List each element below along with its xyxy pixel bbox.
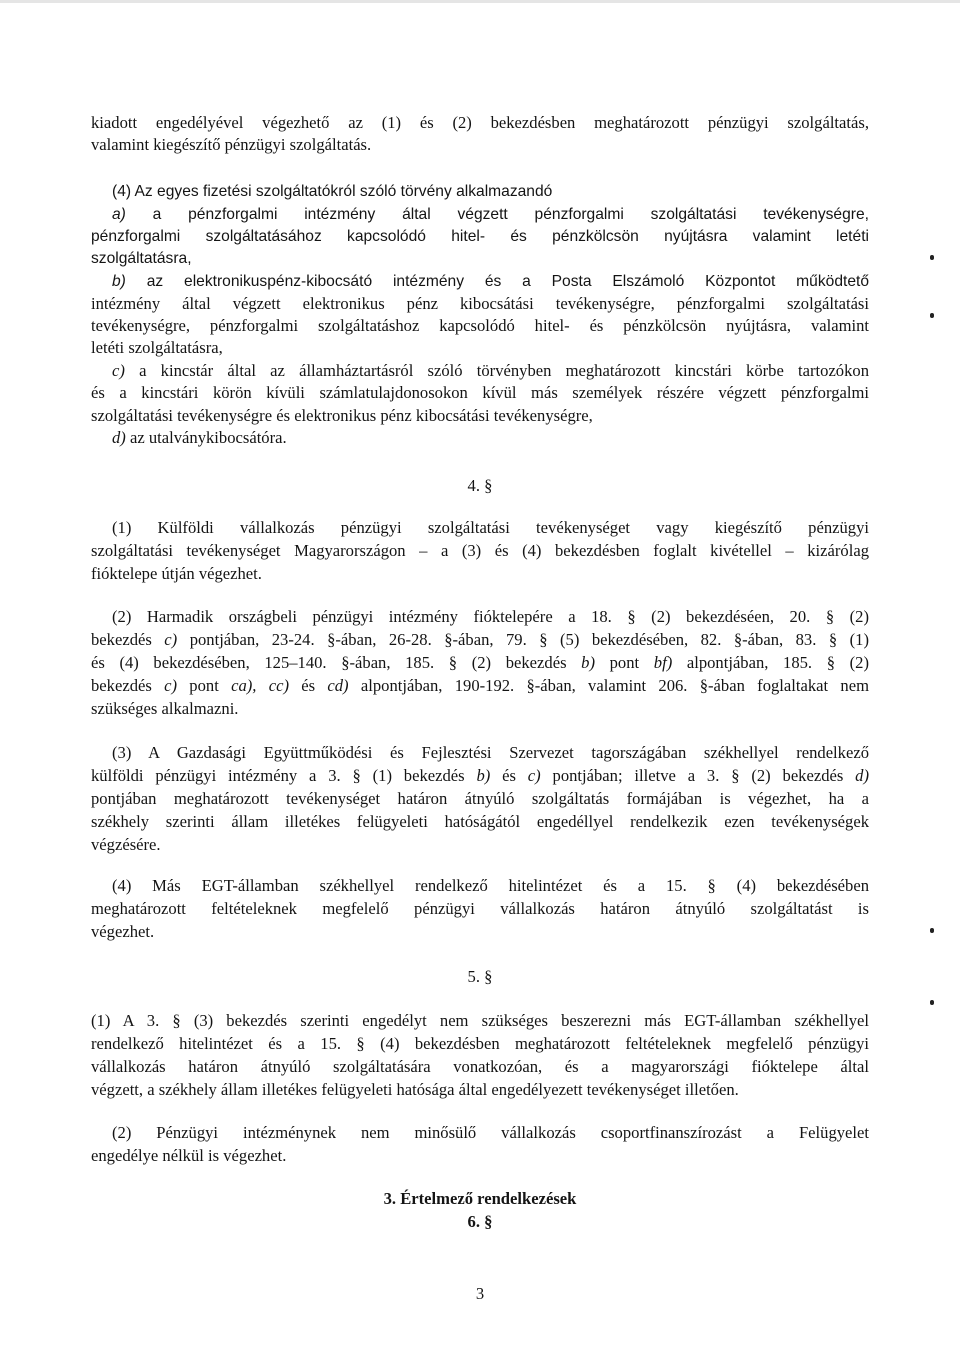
section-heading: 5. §: [467, 967, 493, 986]
text-segment: pont: [177, 676, 232, 695]
page-number: 3: [475, 1284, 485, 1303]
scan-speck: [930, 1000, 934, 1005]
list-item-d: [112, 427, 287, 449]
text-line: (4) Más EGT-államban székhellyel rendelkező hitelintézet és a 15. § (4) bekezdésében: [112, 876, 869, 895]
italic-ref: bf): [653, 653, 673, 672]
list-item-c: [112, 360, 869, 382]
text-line: (3) A Gazdasági Együttműködési és Fejlesztési Szervezet tagországában székhellyel rendelkező: [112, 743, 869, 762]
italic-ref: ca), cc): [231, 676, 289, 695]
text-segment: pontjában, 23-24. §-ában, 26-28. §-ában, 79. § (5) bekezdésében, 82. §-ában, 83. § (1): [177, 630, 869, 649]
text-line: végezhet.: [91, 922, 155, 941]
list-item-a: [112, 204, 869, 226]
text-line: rendelkező hitelintézet és a 15. § (4) bekezdésben meghatározott feltételeknek megfelelő pénzügyi: [91, 1034, 869, 1053]
italic-ref: b): [581, 653, 595, 672]
chapter-heading: 3. Értelmező rendelkezések: [383, 1189, 577, 1208]
text-segment: alpontjában, 185. § (2): [672, 653, 869, 672]
text-segment: és (4) bekezdésében, 125–140. §-ában, 185. § (2) bekezdés: [91, 653, 582, 672]
scan-speck: [930, 255, 934, 260]
text-line: szolgáltatási tevékenységet Magyarországon – a (3) és (4) bekezdésben foglalt kivétellel – kizárólag: [91, 541, 869, 560]
text-line: (1) A 3. § (3) bekezdés szerinti engedélyt nem szükséges beszerezni más EGT-államban székhellyel: [91, 1011, 869, 1030]
scan-speck: [930, 313, 934, 318]
text-line: szolgáltatásra,: [91, 250, 192, 267]
item-text: az utalványkibocsátóra.: [129, 428, 287, 447]
italic-ref: c): [164, 676, 178, 695]
item-text: az elektronikuspénz-kibocsátó intézmény és a Posta Elszámoló Központot működtető: [146, 273, 869, 290]
item-text: a kincstár által az államháztartásról szóló törvényben meghatározott kincstári körbe tartozókon: [139, 361, 869, 380]
text-line: szolgáltatási tevékenységre és elektronikus pénz kibocsátási tevékenységre,: [91, 406, 593, 425]
item-label: a): [112, 206, 126, 223]
text-line: [91, 675, 869, 697]
text-line: vállalkozás határon átnyúló szolgáltatására vonatkozóan, és a magyarországi fióktelepe által: [91, 1057, 869, 1076]
text-line: [91, 629, 869, 651]
text-line: (4) Az egyes fizetési szolgáltatókról szóló törvény alkalmazandó: [112, 183, 553, 200]
text-segment: bekezdés: [91, 676, 165, 695]
text-segment: és: [490, 766, 528, 785]
text-line: (2) Harmadik országbeli pénzügyi intézmény fióktelepére a 18. § (2) bekezdéséen, 20. § (2): [112, 607, 869, 626]
scan-edge: [0, 0, 960, 3]
italic-ref: cd): [327, 676, 349, 695]
text-line: engedélye nélkül is végezhet.: [91, 1146, 287, 1165]
text-line: székhely szerinti állam illetékes felügyeleti hatóságától engedéllyel rendelkezik ezen tevékenységek: [91, 812, 869, 831]
text-line: és a kincstári körön kívüli számlatulajdonosokon kívül más személyek részére végzett pénzforgalmi: [91, 383, 869, 402]
item-label: c): [112, 361, 125, 380]
text-line: fióktelepe útján végezhet.: [91, 564, 262, 583]
text-line: intézmény által végzett elektronikus pénz kibocsátási tevékenységre, pénzforgalmi szolgáltatási: [91, 294, 869, 313]
text-segment: pontjában; illetve a 3. § (2) bekezdés: [540, 766, 856, 785]
text-segment: és: [288, 676, 328, 695]
text-segment: külföldi pénzügyi intézmény a 3. § (1) bekezdés: [91, 766, 477, 785]
text-line: végzett, a székhely állam illetékes felügyeleti hatósága által engedélyezett tevékenységet illetően.: [91, 1080, 739, 1099]
text-line: (2) Pénzügyi intézménynek nem minősülő vállalkozás csoportfinanszírozást a Felügyelet: [112, 1123, 869, 1142]
text-line: (1) Külföldi vállalkozás pénzügyi szolgáltatási tevékenységet vagy kiegészítő pénzügyi: [112, 518, 869, 537]
italic-ref: b): [476, 766, 491, 785]
text-line: valamint kiegészítő pénzügyi szolgáltatás.: [91, 135, 372, 154]
text-segment: bekezdés: [91, 630, 165, 649]
text-segment: alpontjában, 190-192. §-ában, valamint 206. §-ában foglaltakat nem: [348, 676, 869, 695]
text-line: [91, 652, 869, 674]
text-line: kiadott engedélyével végezhető az (1) és (2) bekezdésben meghatározott pénzügyi szolgáltatás,: [91, 113, 869, 132]
text-line: szükséges alkalmazni.: [91, 699, 239, 718]
italic-ref: d): [855, 766, 869, 785]
text-line: meghatározott feltételeknek megfelelő pénzügyi vállalkozás határon átnyúló szolgáltatást is: [91, 899, 869, 918]
text-line: pontjában meghatározott tevékenységet határon átnyúló szolgáltatás formájában is végezhet, ha a: [91, 789, 869, 808]
text-line: pénzforgalmi szolgáltatásához kapcsolódó hitel- és pénzkölcsön nyújtásra valamint letéti: [91, 228, 869, 245]
text-line: végzésére.: [91, 835, 161, 854]
item-label: d): [112, 428, 126, 447]
item-label: b): [112, 273, 126, 290]
text-line: tevékenységre, pénzforgalmi szolgáltatáshoz kapcsolódó hitel- és pénzkölcsön nyújtásra, valamint: [91, 316, 869, 335]
italic-ref: c): [527, 766, 541, 785]
scan-speck: [930, 928, 934, 933]
text-line: [91, 765, 869, 787]
section-heading: 4. §: [467, 476, 493, 495]
section-heading: 6. §: [467, 1212, 493, 1231]
list-item-b: [112, 271, 869, 293]
text-line: letéti szolgáltatásra,: [91, 338, 223, 357]
italic-ref: c): [164, 630, 178, 649]
item-text: a pénzforgalmi intézmény által végzett pénzforgalmi szolgáltatási tevékenységre,: [152, 206, 869, 223]
text-segment: pont: [595, 653, 654, 672]
